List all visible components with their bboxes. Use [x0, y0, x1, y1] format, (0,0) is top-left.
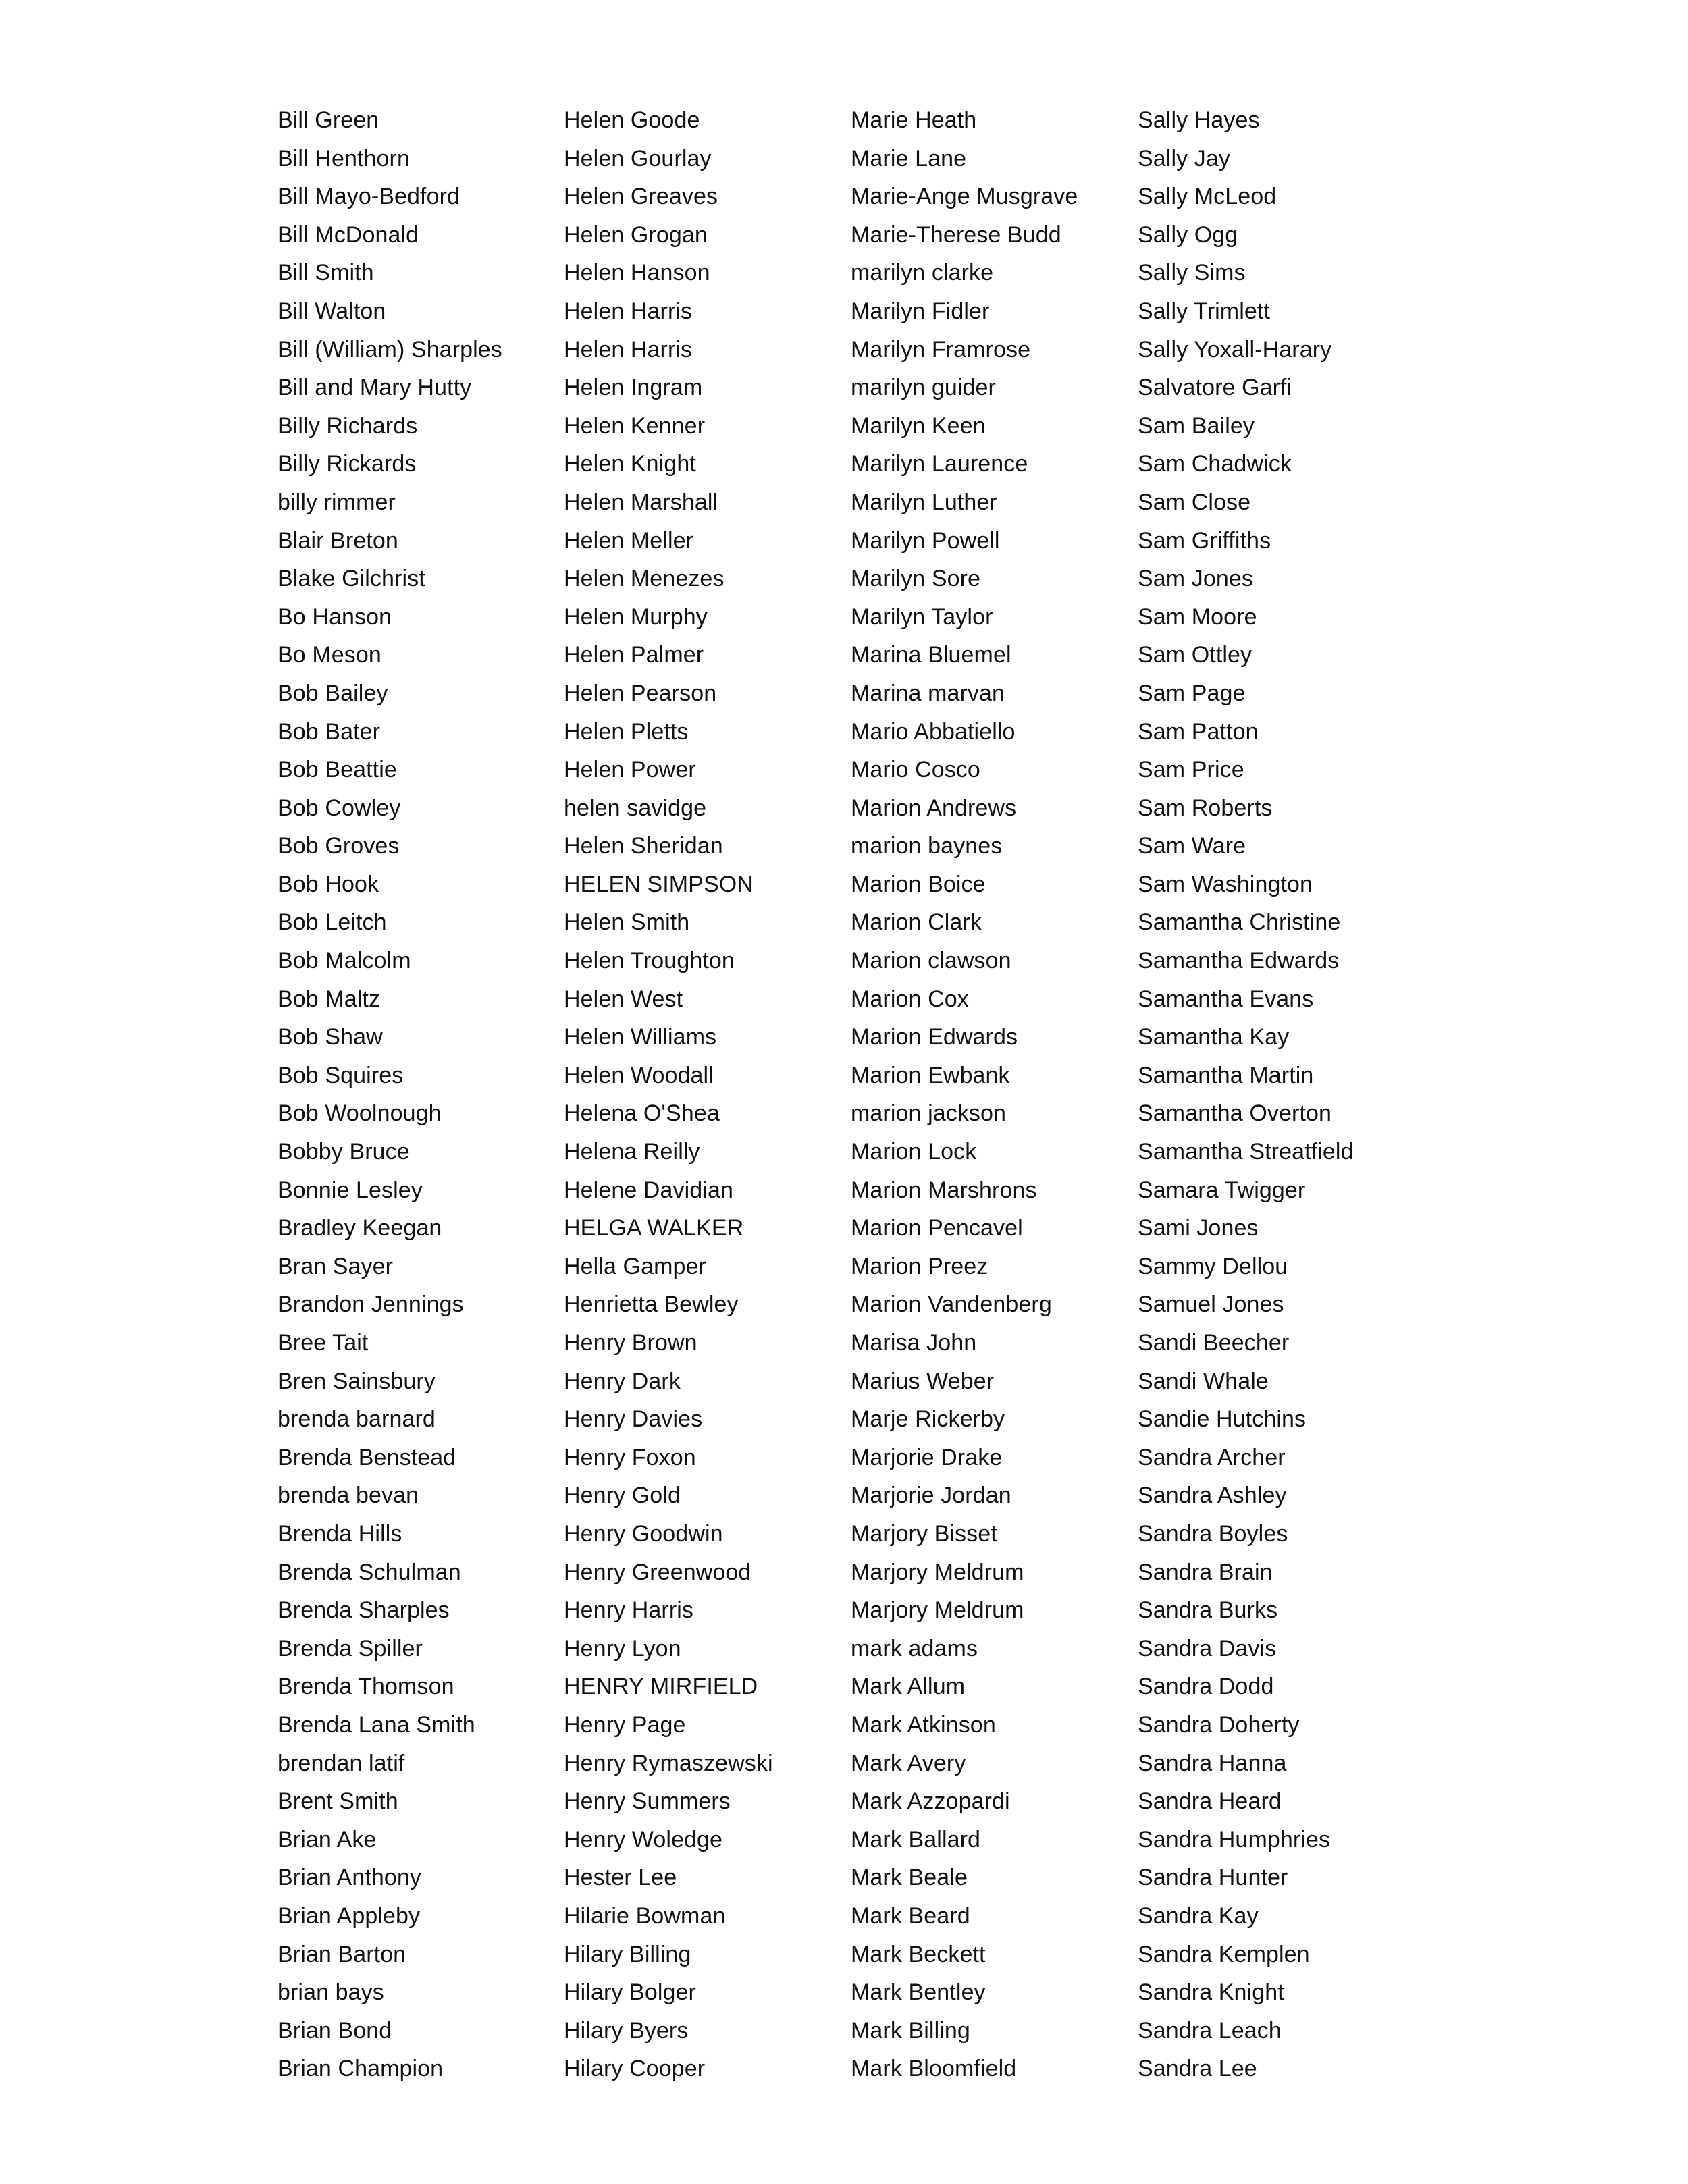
name-entry: helen savidge: [564, 795, 707, 821]
name-entry: Samara Twigger: [1138, 1177, 1306, 1203]
name-entry: Mario Abbatiello: [851, 718, 1016, 745]
name-entry: Helena O'Shea: [564, 1100, 720, 1127]
name-entry: Brenda Spiller: [278, 1635, 423, 1661]
name-entry: Henry Brown: [564, 1330, 697, 1356]
name-entry: Sam Page: [1138, 680, 1246, 706]
name-entry: Sam Ware: [1138, 833, 1246, 859]
name-entry: Marie Lane: [851, 145, 967, 171]
name-entry: Mark Billing: [851, 2017, 970, 2044]
name-entry: marion baynes: [851, 833, 1003, 859]
name-entry: HELGA WALKER: [564, 1215, 744, 1242]
name-entry: Marjorie Jordan: [851, 1483, 1011, 1509]
name-entry: Helen Harris: [564, 336, 693, 363]
name-entry: Mark Ballard: [851, 1826, 981, 1853]
name-entry: Sandra Doherty: [1138, 1711, 1300, 1738]
name-entry: Sandra Hunter: [1138, 1865, 1288, 1891]
name-entry: Sally Hayes: [1138, 107, 1260, 133]
name-entry: Sandra Humphries: [1138, 1826, 1331, 1853]
name-entry: Bob Woolnough: [278, 1100, 442, 1127]
name-entry: Sam Bailey: [1138, 412, 1255, 439]
name-entry: Henry Dark: [564, 1368, 681, 1394]
name-entry: Bren Sainsbury: [278, 1368, 436, 1394]
name-entry: Marje Rickerby: [851, 1406, 1005, 1433]
name-entry: Marion Edwards: [851, 1024, 1018, 1050]
name-entry: mark adams: [851, 1635, 978, 1661]
name-entry: Bree Tait: [278, 1330, 369, 1356]
name-entry: Samantha Overton: [1138, 1100, 1331, 1127]
name-entry: Samantha Martin: [1138, 1062, 1314, 1088]
name-entry: Bob Bater: [278, 718, 381, 745]
name-entry: Henry Lyon: [564, 1635, 681, 1661]
name-entry: Sandra Archer: [1138, 1444, 1286, 1470]
name-entry: Helen Palmer: [564, 642, 704, 668]
name-entry: Samantha Christine: [1138, 909, 1341, 936]
name-entry: Bill Green: [278, 107, 379, 133]
name-entry: Helen Marshall: [564, 489, 718, 515]
name-entry: Sandra Knight: [1138, 1979, 1284, 2006]
name-entry: Billy Rickards: [278, 451, 417, 477]
name-entry: Marion Boice: [851, 871, 986, 897]
name-entry: Marie-Ange Musgrave: [851, 184, 1078, 210]
name-entry: Helen Knight: [564, 451, 696, 477]
name-entry: Brenda Hills: [278, 1520, 402, 1547]
name-entry: Mark Azzopardi: [851, 1788, 1010, 1815]
name-entry: Brian Champion: [278, 2056, 444, 2082]
name-entry: Helen Greaves: [564, 184, 718, 210]
name-entry: Henry Greenwood: [564, 1559, 751, 1585]
name-entry: HENRY MIRFIELD: [564, 1674, 758, 1700]
name-entry: Henry Summers: [564, 1788, 731, 1815]
name-entry: Marion clawson: [851, 948, 1011, 974]
name-entry: brenda bevan: [278, 1483, 419, 1509]
name-entry: Marilyn Sore: [851, 566, 981, 592]
name-entry: Marilyn Laurence: [851, 451, 1028, 477]
name-entry: Marilyn Powell: [851, 527, 1000, 554]
name-entry: Sandie Hutchins: [1138, 1406, 1307, 1433]
name-entry: Marion Preez: [851, 1253, 988, 1279]
name-entry: Hilarie Bowman: [564, 1902, 726, 1929]
name-entry: Marilyn Taylor: [851, 604, 993, 630]
name-entry: Hilary Billing: [564, 1941, 691, 1967]
name-entry: Sandra Burks: [1138, 1597, 1278, 1624]
name-entry: Sandra Leach: [1138, 2017, 1282, 2044]
name-entry: Sally Trimlett: [1138, 298, 1270, 324]
name-entry: Sam Close: [1138, 489, 1251, 515]
name-entry: Marion Vandenberg: [851, 1291, 1052, 1318]
name-entry: Marion Clark: [851, 909, 982, 936]
name-entry: Sandra Heard: [1138, 1788, 1282, 1815]
name-entry: Sally Yoxall-Harary: [1138, 336, 1332, 363]
name-entry: Helen Kenner: [564, 412, 706, 439]
name-entry: Bob Groves: [278, 833, 400, 859]
name-entry: Marie Heath: [851, 107, 977, 133]
name-entry: Mark Beckett: [851, 1941, 986, 1967]
name-entry: Marjory Bisset: [851, 1520, 997, 1547]
name-entry: Salvatore Garfi: [1138, 375, 1292, 401]
name-entry: Brent Smith: [278, 1788, 398, 1815]
name-entry: Mario Cosco: [851, 757, 980, 783]
name-entry: Marion Andrews: [851, 795, 1017, 821]
name-entry: Bran Sayer: [278, 1253, 394, 1279]
name-entry: Brenda Thomson: [278, 1674, 454, 1700]
name-entry: Samuel Jones: [1138, 1291, 1284, 1318]
name-entry: Helen Ingram: [564, 375, 703, 401]
name-entry: Brian Appleby: [278, 1902, 421, 1929]
name-entry: Sam Roberts: [1138, 795, 1273, 821]
name-entry: Sally Ogg: [1138, 221, 1238, 248]
name-entry: Brian Ake: [278, 1826, 377, 1853]
name-entry: Henry Harris: [564, 1597, 694, 1624]
name-entry: Helen Harris: [564, 298, 693, 324]
name-entry: Bill Walton: [278, 298, 386, 324]
name-entry: brenda barnard: [278, 1406, 436, 1433]
name-entry: Marina marvan: [851, 680, 1005, 706]
name-column-4: [1138, 101, 1408, 2088]
name-entry: Marilyn Luther: [851, 489, 997, 515]
name-entry: marion jackson: [851, 1100, 1007, 1127]
name-entry: Helen Pletts: [564, 718, 689, 745]
name-entry: Mark Avery: [851, 1750, 966, 1776]
name-entry: Blair Breton: [278, 527, 398, 554]
name-entry: Bonnie Lesley: [278, 1177, 423, 1203]
name-entry: Hilary Bolger: [564, 1979, 696, 2006]
name-entry: Henry Rymaszewski: [564, 1750, 773, 1776]
name-entry: Marilyn Framrose: [851, 336, 1031, 363]
name-entry: Bob Beattie: [278, 757, 397, 783]
name-entry: Sandra Dodd: [1138, 1674, 1274, 1700]
name-entry: Helen Hanson: [564, 260, 710, 286]
name-entry: Marion Marshrons: [851, 1177, 1037, 1203]
name-entry: Sandra Ashley: [1138, 1483, 1287, 1509]
name-entry: Sammy Dellou: [1138, 1253, 1288, 1279]
name-entry: Bill (William) Sharples: [278, 336, 502, 363]
name-entry: Marjory Meldrum: [851, 1559, 1024, 1585]
name-entry: Sally Sims: [1138, 260, 1246, 286]
name-entry: Sandi Beecher: [1138, 1330, 1290, 1356]
name-entry: Marion Pencavel: [851, 1215, 1023, 1242]
name-entry: Marjory Meldrum: [851, 1597, 1024, 1624]
name-entry: Sam Patton: [1138, 718, 1259, 745]
name-entry: Mark Bloomfield: [851, 2056, 1017, 2082]
name-entry: Brenda Benstead: [278, 1444, 456, 1470]
name-entry: Marion Lock: [851, 1139, 977, 1165]
name-entry: Bob Squires: [278, 1062, 404, 1088]
name-entry: Helen Gourlay: [564, 145, 712, 171]
name-entry: Helen Power: [564, 757, 696, 783]
name-entry: Helen Sheridan: [564, 833, 723, 859]
name-entry: Sam Jones: [1138, 566, 1253, 592]
name-entry: Sally Jay: [1138, 145, 1230, 171]
name-column-2: [564, 101, 834, 2088]
name-entry: billy rimmer: [278, 489, 396, 515]
name-entry: Helen Murphy: [564, 604, 708, 630]
name-entry: Brandon Jennings: [278, 1291, 464, 1318]
name-entry: Bo Meson: [278, 642, 381, 668]
name-entry: Sally McLeod: [1138, 184, 1277, 210]
name-entry: Sami Jones: [1138, 1215, 1259, 1242]
name-entry: Helena Reilly: [564, 1139, 700, 1165]
name-entry: Sam Griffiths: [1138, 527, 1271, 554]
name-entry: Samantha Streatfield: [1138, 1139, 1354, 1165]
name-entry: Sandra Kemplen: [1138, 1941, 1310, 1967]
name-entry: Samantha Edwards: [1138, 948, 1340, 974]
name-entry: Sandra Lee: [1138, 2056, 1257, 2082]
name-entry: Bradley Keegan: [278, 1215, 442, 1242]
name-entry: Bob Malcolm: [278, 948, 411, 974]
name-entry: Bill McDonald: [278, 221, 419, 248]
name-entry: Brenda Lana Smith: [278, 1711, 475, 1738]
name-entry: Marina Bluemel: [851, 642, 1011, 668]
name-entry: Helen Smith: [564, 909, 690, 936]
name-entry: Bill Henthorn: [278, 145, 410, 171]
name-entry: HELEN SIMPSON: [564, 871, 754, 897]
name-entry: Bobby Bruce: [278, 1139, 410, 1165]
name-entry: Helen Menezes: [564, 566, 724, 592]
name-entry: Brenda Sharples: [278, 1597, 450, 1624]
name-entry: Sam Price: [1138, 757, 1244, 783]
name-entry: Mark Beard: [851, 1902, 970, 1929]
name-entry: Bill Smith: [278, 260, 374, 286]
name-entry: Marion Cox: [851, 986, 969, 1012]
name-entry: Sandi Whale: [1138, 1368, 1269, 1394]
name-entry: Brenda Schulman: [278, 1559, 461, 1585]
name-entry: Marisa John: [851, 1330, 977, 1356]
name-entry: brendan latif: [278, 1750, 405, 1776]
name-entry: Marjorie Drake: [851, 1444, 1003, 1470]
name-entry: Sam Chadwick: [1138, 451, 1292, 477]
name-entry: Helen Pearson: [564, 680, 717, 706]
name-entry: Marie-Therese Budd: [851, 221, 1061, 248]
name-entry: Sam Ottley: [1138, 642, 1252, 668]
name-entry: Sandra Brain: [1138, 1559, 1273, 1585]
name-entry: Mark Beale: [851, 1865, 968, 1891]
name-entry: Helen Williams: [564, 1024, 717, 1050]
name-entry: Hilary Cooper: [564, 2056, 706, 2082]
name-entry: Samantha Kay: [1138, 1024, 1290, 1050]
name-column-3: [851, 101, 1121, 2088]
name-entry: Helen Woodall: [564, 1062, 714, 1088]
name-entry: Bob Shaw: [278, 1024, 383, 1050]
name-entry: Mark Allum: [851, 1674, 966, 1700]
name-entry: Hester Lee: [564, 1865, 677, 1891]
name-entry: marilyn clarke: [851, 260, 994, 286]
name-entry: Brian Anthony: [278, 1865, 422, 1891]
name-entry: Brian Bond: [278, 2017, 392, 2044]
name-entry: Henry Goodwin: [564, 1520, 723, 1547]
name-entry: Helen Goode: [564, 107, 700, 133]
name-entry: Billy Richards: [278, 412, 418, 439]
name-entry: Marion Ewbank: [851, 1062, 1010, 1088]
name-entry: Henry Page: [564, 1711, 686, 1738]
name-entry: Samantha Evans: [1138, 986, 1314, 1012]
name-entry: Sam Washington: [1138, 871, 1313, 897]
name-entry: brian bays: [278, 1979, 384, 2006]
name-entry: Marius Weber: [851, 1368, 995, 1394]
name-entry: Bo Hanson: [278, 604, 392, 630]
name-entry: Mark Atkinson: [851, 1711, 996, 1738]
name-entry: Sandra Boyles: [1138, 1520, 1288, 1547]
name-entry: Henry Gold: [564, 1483, 681, 1509]
name-entry: Sandra Davis: [1138, 1635, 1277, 1661]
name-entry: Hella Gamper: [564, 1253, 706, 1279]
name-entry: marilyn guider: [851, 375, 996, 401]
name-entry: Bob Bailey: [278, 680, 388, 706]
name-entry: Henry Davies: [564, 1406, 703, 1433]
name-entry: Helen West: [564, 986, 683, 1012]
name-entry: Bill and Mary Hutty: [278, 375, 472, 401]
name-entry: Marilyn Keen: [851, 412, 986, 439]
name-entry: Henry Woledge: [564, 1826, 723, 1853]
name-entry: Hilary Byers: [564, 2017, 689, 2044]
name-entry: Mark Bentley: [851, 1979, 986, 2006]
name-entry: Sandra Hanna: [1138, 1750, 1287, 1776]
name-entry: Marilyn Fidler: [851, 298, 990, 324]
name-entry: Helen Troughton: [564, 948, 735, 974]
name-entry: Henry Foxon: [564, 1444, 696, 1470]
name-entry: Bob Maltz: [278, 986, 381, 1012]
name-entry: Sam Moore: [1138, 604, 1257, 630]
name-entry: Henrietta Bewley: [564, 1291, 739, 1318]
name-entry: Helen Meller: [564, 527, 694, 554]
name-column-1: [278, 101, 548, 2088]
name-entry: Bob Hook: [278, 871, 379, 897]
name-entry: Blake Gilchrist: [278, 566, 425, 592]
name-entry: Brian Barton: [278, 1941, 406, 1967]
name-entry: Bob Cowley: [278, 795, 401, 821]
name-entry: Bill Mayo-Bedford: [278, 184, 460, 210]
name-entry: Helene Davidian: [564, 1177, 733, 1203]
name-entry: Sandra Kay: [1138, 1902, 1259, 1929]
name-entry: Helen Grogan: [564, 221, 708, 248]
name-entry: Bob Leitch: [278, 909, 387, 936]
